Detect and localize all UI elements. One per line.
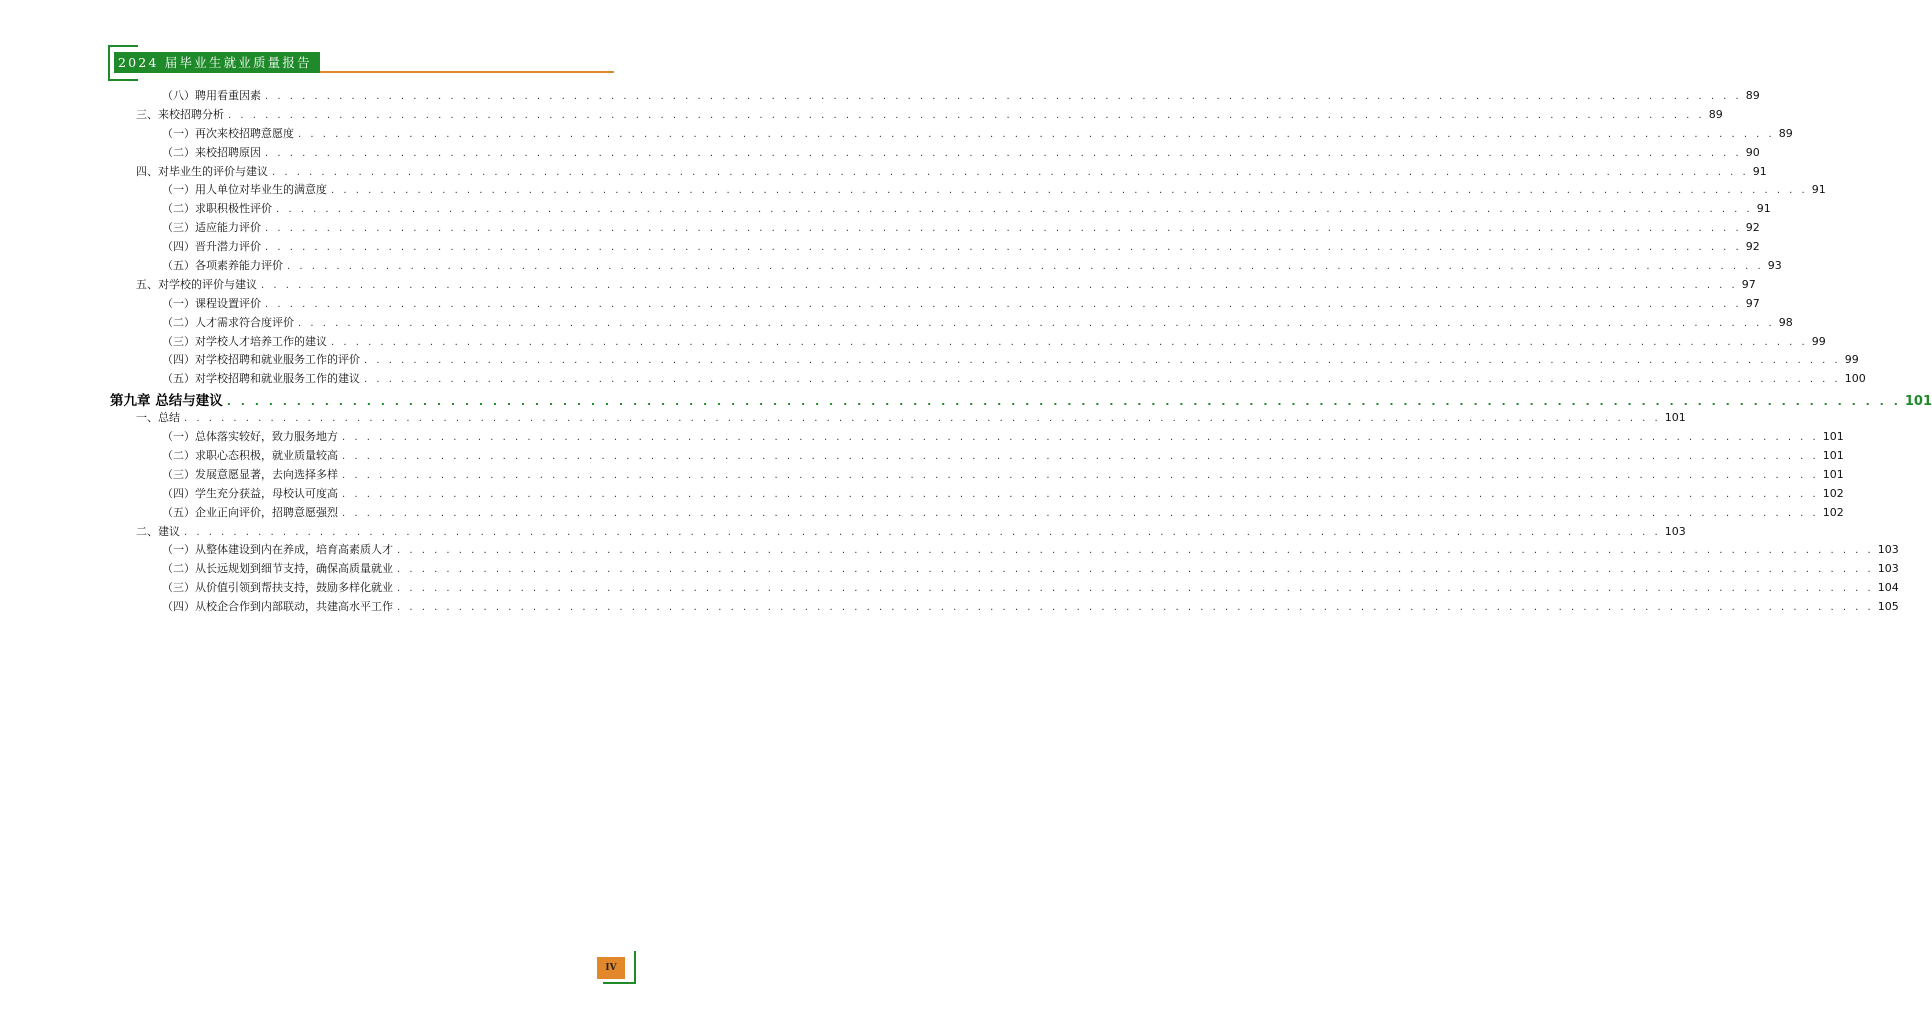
report-title-banner: 2024 届毕业生就业质量报告 bbox=[114, 52, 320, 73]
toc-subsection-entry[interactable] bbox=[110, 485, 1844, 504]
toc-dot-leader: . . . . . . . . . . . . . . . . . . . . . . . . . . . . . . . . . . . . . . . . . . . . . . . . . . . . . . . . . . . . . . . . . . . . . . . . . . . . . . . . . . . . . . . . . . . . . . . . . . . . . . . . . . . . . . . . . . . . . . . . bbox=[397, 583, 1874, 595]
toc-dot-leader: . . . . . . . . . . . . . . . . . . . . . . . . . . . . . . . . . . . . . . . . . . . . . . . . . . . . . . . . . . . . . . . . . . . . . . . . . . . . . . . . . . . . . . . . . . . . . . . . . . . . . . . . . . . . . . . . . . . . . . . . bbox=[287, 261, 1764, 273]
toc-dot-leader: . . . . . . . . . . . . . . . . . . . . . . . . . . . . . . . . . . . . . . . . . . . . . . . . . . . . . . . . . . . . . . . . . . . . . . . . . . . . . . . . . . . . . . . . . . . . . . . . . . . . . . . . . . . . . . . . . . . . . . . . bbox=[265, 242, 1742, 254]
toc-page-number: 101 bbox=[1664, 411, 1686, 425]
toc-subsection-entry[interactable] bbox=[110, 504, 1844, 523]
toc-subsection-entry[interactable] bbox=[110, 560, 1899, 579]
toc-page-number: 101 bbox=[1822, 430, 1844, 444]
toc-dot-leader: . . . . . . . . . . . . . . . . . . . . . . . . . . . . . . . . . . . . . . . . . . . . . . . . . . . . . . . . . . . . . . . . . . . . . . . . . . . . . . . . . . . . . . . . . . . . . . . . . . . . . . . . . . . . . . . . . . . . . . . . bbox=[397, 545, 1874, 557]
toc-entry-title: （八）聘用看重因素 bbox=[162, 89, 261, 102]
toc-dot-leader: . . . . . . . . . . . . . . . . . . . . . . . . . . . . . . . . . . . . . . . . . . . . . . . . . . . . . . . . . . . . . . . . . . . . . . . . . . . . . . . . . . . . . . . . . . . . . . . . . . . . . . . . . . . . . . . . . . . . . . . . bbox=[276, 204, 1753, 216]
toc-page-number: 93 bbox=[1767, 259, 1782, 273]
toc-entry-title: （二）人才需求符合度评价 bbox=[162, 315, 294, 329]
toc-page-number: 97 bbox=[1741, 277, 1756, 291]
toc-entry-title: （四）对学校招聘和就业服务工作的评价 bbox=[162, 353, 360, 367]
toc-subsection-entry[interactable] bbox=[110, 428, 1844, 447]
toc-subsection-entry[interactable] bbox=[110, 466, 1844, 485]
toc-subsection-entry[interactable] bbox=[110, 125, 1793, 144]
toc-dot-leader: . . . . . . . . . . . . . . . . . . . . . . . . . . . . . . . . . . . . . . . . . . . . . . . . . . . . . . . . . . . . . . . . . . . . . . . . . . . . . . . . . . . . . . . . . . . . . . . . . . . . . . . . . . . . . . . . . . . . . . . . bbox=[364, 355, 1841, 367]
toc-page-number: 102 bbox=[1822, 486, 1844, 500]
toc-subsection-entry[interactable] bbox=[110, 219, 1760, 238]
toc-page-number: 103 bbox=[1877, 562, 1899, 576]
toc-entry-title: （一）总体落实较好，致力服务地方 bbox=[162, 430, 338, 444]
toc-page-number: 89 bbox=[1778, 126, 1793, 140]
toc-subsection-entry[interactable] bbox=[110, 541, 1899, 560]
toc-dot-leader: . . . . . . . . . . . . . . . . . . . . . . . . . . . . . . . . . . . . . . . . . . . . . . . . . . . . . . . . . . . . . . . . . . . . . . . . . . . . . . . . . . . . . . . . . . . . . . . . . . . . . . . . . . . . . . . . . . . . . . . . bbox=[364, 374, 1841, 386]
toc-dot-leader: . . . . . . . . . . . . . . . . . . . . . . . . . . . . . . . . . . . . . . . . . . . . . . . . . . . . . . . . . . . . . . . . . . . . . . . . . . . . . . . . . . . . . . . . . . . . . . . . . . . . . . . . . . . . . . . . . . . . . . . . bbox=[261, 279, 1738, 291]
toc-subsection-entry[interactable] bbox=[110, 314, 1793, 333]
toc-chapter-entry[interactable] bbox=[110, 389, 1932, 410]
toc-subsection-entry[interactable] bbox=[110, 447, 1844, 466]
toc-page-number: 105 bbox=[1877, 600, 1899, 614]
toc-page-number: 104 bbox=[1877, 581, 1899, 595]
toc-subsection-entry[interactable] bbox=[110, 295, 1760, 314]
toc-entry-title: （三）适应能力评价 bbox=[162, 221, 261, 235]
toc-page-number: 89 bbox=[1745, 89, 1760, 102]
toc-dot-leader: . . . . . . . . . . . . . . . . . . . . . . . . . . . . . . . . . . . . . . . . . . . . . . . . . . . . . . . . . . . . . . . . . . . . . . . . . . . . . . . . . . . . . . . . . . . . . . . . . . . . . . . . . . . . . . . . . . . . . . . . bbox=[298, 317, 1775, 329]
toc-dot-leader: . . . . . . . . . . . . . . . . . . . . . . . . . . . . . . . . . . . . . . . . . . . . . . . . . . . . . . . . . . . . . . . . . . . . . . . . . . . . . . . . . . . . . . . . . . . . . . . . . . . . . . . . . . . . . . . . . . . . . . . . bbox=[265, 223, 1742, 235]
toc-dot-leader: . . . . . . . . . . . . . . . . . . . . . . . . . . . . . . . . . . . . . . . . . . . . . . . . . . . . . . . . . . . . . . . . . . . . . . . . . . . . . . . . . . . . . . . . . . . . . . . . . . . . . . . . . . . . . . . . . . . . . . . . bbox=[272, 166, 1749, 178]
toc-subsection-entry[interactable] bbox=[110, 200, 1771, 219]
toc-entry-title: 第九章 总结与建议 bbox=[110, 393, 223, 410]
toc-entry-title: （四）从校企合作到内部联动，共建高水平工作 bbox=[162, 600, 393, 614]
toc-entry-title: 三、来校招聘分析 bbox=[136, 107, 224, 121]
toc-entry-title: （三）从价值引领到帮扶支持，鼓励多样化就业 bbox=[162, 581, 393, 595]
toc-section-entry[interactable] bbox=[110, 409, 1686, 428]
toc-page-number: 103 bbox=[1664, 524, 1686, 538]
toc-entry-title: 二、建议 bbox=[136, 524, 180, 538]
toc-subsection-entry[interactable] bbox=[110, 579, 1899, 598]
header-rule bbox=[320, 71, 614, 73]
toc-dot-leader: . . . . . . . . . . . . . . . . . . . . . . . . . . . . . . . . . . . . . . . . . . . . . . . . . . . . . . . . . . . . . . . . . . . . . . . . . . . . . . . . . . . . . . . . . . . . . . . . . . . . . . . . . . . . . . . . . . . . . . . . bbox=[298, 128, 1775, 140]
toc-dot-leader: . . . . . . . . . . . . . . . . . . . . . . . . . . . . . . . . . . . . . . . . . . . . . . . . . . . . . . . . . . . . . . . . . . . . . . . . . . . . . . . . . . . . . . . . . . . . . . . . . . . . . . . . . . . . . . . . . . . . . . . . bbox=[331, 185, 1808, 197]
toc-page-number: 91 bbox=[1752, 164, 1767, 178]
toc-entry-title: （五）各项素养能力评价 bbox=[162, 259, 283, 273]
toc-entry-title: （三）对学校人才培养工作的建议 bbox=[162, 334, 327, 348]
toc-subsection-entry[interactable] bbox=[110, 257, 1782, 276]
toc-section-entry[interactable] bbox=[110, 106, 1723, 125]
toc-page-number: 101 bbox=[1822, 449, 1844, 463]
table-of-contents bbox=[110, 87, 1932, 617]
toc-subsection-entry[interactable] bbox=[110, 238, 1760, 257]
toc-dot-leader: . . . . . . . . . . . . . . . . . . . . . . . . . . . . . . . . . . . . . . . . . . . . . . . . . . . . . . . . . . . . . . . . . . . . . . . . . . . . . . . . . . . . . . . . . . . . . . . . . . . . . . . . . . . . . . . . . . . . . . . . bbox=[397, 602, 1874, 614]
toc-page-number: 100 bbox=[1844, 372, 1866, 386]
toc-page-number: 102 bbox=[1822, 505, 1844, 519]
toc-entry-title: （二）从长远规划到细节支持，确保高质量就业 bbox=[162, 562, 393, 576]
toc-dot-leader: . . . . . . . . . . . . . . . . . . . . . . . . . . . . . . . . . . . . . . . . . . . . . . . . . . . . . . . . . . . . . . . . . . . . . . . . . . . . . . . . . . . . . . . . . . . . . . . . . . . . . . . . . . . . . . . . . . . . . . . . bbox=[342, 488, 1819, 500]
toc-entry-title: 四、对毕业生的评价与建议 bbox=[136, 164, 268, 178]
toc-dot-leader: . . . . . . . . . . . . . . . . . . . . . . . . . . . . . . . . . . . . . . . . . . . . . . . . . . . . . . . . . . . . . . . . . . . . . . . . . . . . . . . . . . . . . . . . . . . . . . . . . . . . . . . . . . . . . . . . . . . . . . . . bbox=[342, 432, 1819, 444]
toc-entry-title: （一）从整体建设到内在养成，培育高素质人才 bbox=[162, 543, 393, 557]
toc-dot-leader: . . . . . . . . . . . . . . . . . . . . . . . . . . . . . . . . . . . . . . . . . . . . . . . . . . . . . . . . . . . . . . . . . . . . . . . . . . . . . . . . . . . . . . . . . . . . . . . . . . . . . . . . . . . . . . . . . . . . . . . . bbox=[228, 109, 1705, 121]
toc-dot-leader: . . . . . . . . . . . . . . . . . . . . . . . . . . . . . . . . . . . . . . . . . . . . . . . . . . . . . . . . . . . . . . . . . . . . . . . . . . . . . . . . . . . . . . . . . . . . . . . . . . . . . . . . . . . . . . . . . . . . . . . . bbox=[265, 91, 1742, 102]
toc-section-entry[interactable] bbox=[110, 163, 1767, 182]
toc-entry-title: （二）求职积极性评价 bbox=[162, 202, 272, 216]
toc-subsection-entry[interactable] bbox=[110, 351, 1859, 370]
toc-dot-leader: . . . . . . . . . . . . . . . . . . . . . . . . . . . . . . . . . . . . . . . . . . . . . . . . . . . . . . . . . . . . . . . . . . . . . . . . . . . . . . . . . . . . . . . . . . . . . . . . . . . . . . . . . . . . . . . . . . . . . . . . bbox=[265, 298, 1742, 310]
toc-page-number: 101 bbox=[1822, 467, 1844, 481]
toc-entry-title: （一）再次来校招聘意愿度 bbox=[162, 126, 294, 140]
toc-dot-leader: . . . . . . . . . . . . . . . . . . . . . . . . . . . . . . . . . . . . . . . . . . . . . . . . . . . . . . . . . . . . . . . . . . . . . . . . . . . . . . . . . . . . . . . . . . . . . . . . . . . . . . . . . . . . . . . . . . . . . . . . bbox=[184, 413, 1661, 425]
toc-entry-title: 一、总结 bbox=[136, 411, 180, 425]
toc-entry-title: （一）课程设置评价 bbox=[162, 296, 261, 310]
toc-entry-title: （三）发展意愿显著，去向选择多样 bbox=[162, 467, 338, 481]
toc-dot-leader: . . . . . . . . . . . . . . . . . . . . . . . . . . . . . . . . . . . . . . . . . . . . . . . . . . . . . . . . . . . . . . . . . . . . . . . . . . . . . . . . . . . . . . . . . . . . . . . . . . . . . . . . . . . . . . . . . . . . . . . . bbox=[265, 147, 1742, 159]
toc-page-number: 90 bbox=[1745, 145, 1760, 159]
toc-dot-leader: . . . . . . . . . . . . . . . . . . . . . . . . . . . . . . . . . . . . . . . . . . . . . . . . . . . . . . . . . . . . . . . . . . . . . . . . . . . . . . . . . . . . . . . . . . . . . . . . . . . . . . . . . . . . . . . . . . . . . . . . bbox=[226, 395, 1901, 409]
toc-page-number: 92 bbox=[1745, 240, 1760, 254]
toc-subsection-entry[interactable] bbox=[110, 598, 1899, 617]
toc-entry-title: （四）学生充分获益，母校认可度高 bbox=[162, 486, 338, 500]
toc-page-number: 92 bbox=[1745, 221, 1760, 235]
toc-subsection-entry[interactable] bbox=[110, 370, 1866, 389]
toc-subsection-entry[interactable] bbox=[110, 87, 1760, 106]
toc-dot-leader: . . . . . . . . . . . . . . . . . . . . . . . . . . . . . . . . . . . . . . . . . . . . . . . . . . . . . . . . . . . . . . . . . . . . . . . . . . . . . . . . . . . . . . . . . . . . . . . . . . . . . . . . . . . . . . . . . . . . . . . . bbox=[342, 469, 1819, 481]
toc-page-number: 99 bbox=[1811, 334, 1826, 348]
toc-section-entry[interactable] bbox=[110, 276, 1756, 295]
toc-entry-title: （一）用人单位对毕业生的满意度 bbox=[162, 183, 327, 197]
toc-page-number: 91 bbox=[1756, 202, 1771, 216]
toc-dot-leader: . . . . . . . . . . . . . . . . . . . . . . . . . . . . . . . . . . . . . . . . . . . . . . . . . . . . . . . . . . . . . . . . . . . . . . . . . . . . . . . . . . . . . . . . . . . . . . . . . . . . . . . . . . . . . . . . . . . . . . . . bbox=[342, 507, 1819, 519]
toc-entry-title: （五）企业正向评价，招聘意愿强烈 bbox=[162, 505, 338, 519]
toc-entry-title: （五）对学校招聘和就业服务工作的建议 bbox=[162, 372, 360, 386]
toc-page-number: 89 bbox=[1708, 107, 1723, 121]
toc-subsection-entry[interactable] bbox=[110, 181, 1826, 200]
toc-entry-title: （二）来校招聘原因 bbox=[162, 145, 261, 159]
toc-subsection-entry[interactable] bbox=[110, 333, 1826, 352]
toc-entry-title: 五、对学校的评价与建议 bbox=[136, 277, 257, 291]
toc-page-number: 101 bbox=[1904, 394, 1932, 410]
toc-page-number: 91 bbox=[1811, 183, 1826, 197]
toc-page-number: 99 bbox=[1844, 353, 1859, 367]
page-number: IV bbox=[597, 957, 625, 979]
toc-entry-title: （四）晋升潜力评价 bbox=[162, 240, 261, 254]
toc-entry-title: （二）求职心态积极，就业质量较高 bbox=[162, 449, 338, 463]
toc-dot-leader: . . . . . . . . . . . . . . . . . . . . . . . . . . . . . . . . . . . . . . . . . . . . . . . . . . . . . . . . . . . . . . . . . . . . . . . . . . . . . . . . . . . . . . . . . . . . . . . . . . . . . . . . . . . . . . . . . . . . . . . . bbox=[184, 526, 1661, 538]
toc-page-number: 103 bbox=[1877, 543, 1899, 557]
toc-dot-leader: . . . . . . . . . . . . . . . . . . . . . . . . . . . . . . . . . . . . . . . . . . . . . . . . . . . . . . . . . . . . . . . . . . . . . . . . . . . . . . . . . . . . . . . . . . . . . . . . . . . . . . . . . . . . . . . . . . . . . . . . bbox=[397, 564, 1874, 576]
toc-dot-leader: . . . . . . . . . . . . . . . . . . . . . . . . . . . . . . . . . . . . . . . . . . . . . . . . . . . . . . . . . . . . . . . . . . . . . . . . . . . . . . . . . . . . . . . . . . . . . . . . . . . . . . . . . . . . . . . . . . . . . . . . bbox=[342, 451, 1819, 463]
toc-subsection-entry[interactable] bbox=[110, 144, 1760, 163]
toc-page-number: 98 bbox=[1778, 315, 1793, 329]
toc-section-entry[interactable] bbox=[110, 523, 1686, 542]
toc-page-number: 97 bbox=[1745, 296, 1760, 310]
toc-dot-leader: . . . . . . . . . . . . . . . . . . . . . . . . . . . . . . . . . . . . . . . . . . . . . . . . . . . . . . . . . . . . . . . . . . . . . . . . . . . . . . . . . . . . . . . . . . . . . . . . . . . . . . . . . . . . . . . . . . . . . . . . bbox=[331, 336, 1808, 348]
